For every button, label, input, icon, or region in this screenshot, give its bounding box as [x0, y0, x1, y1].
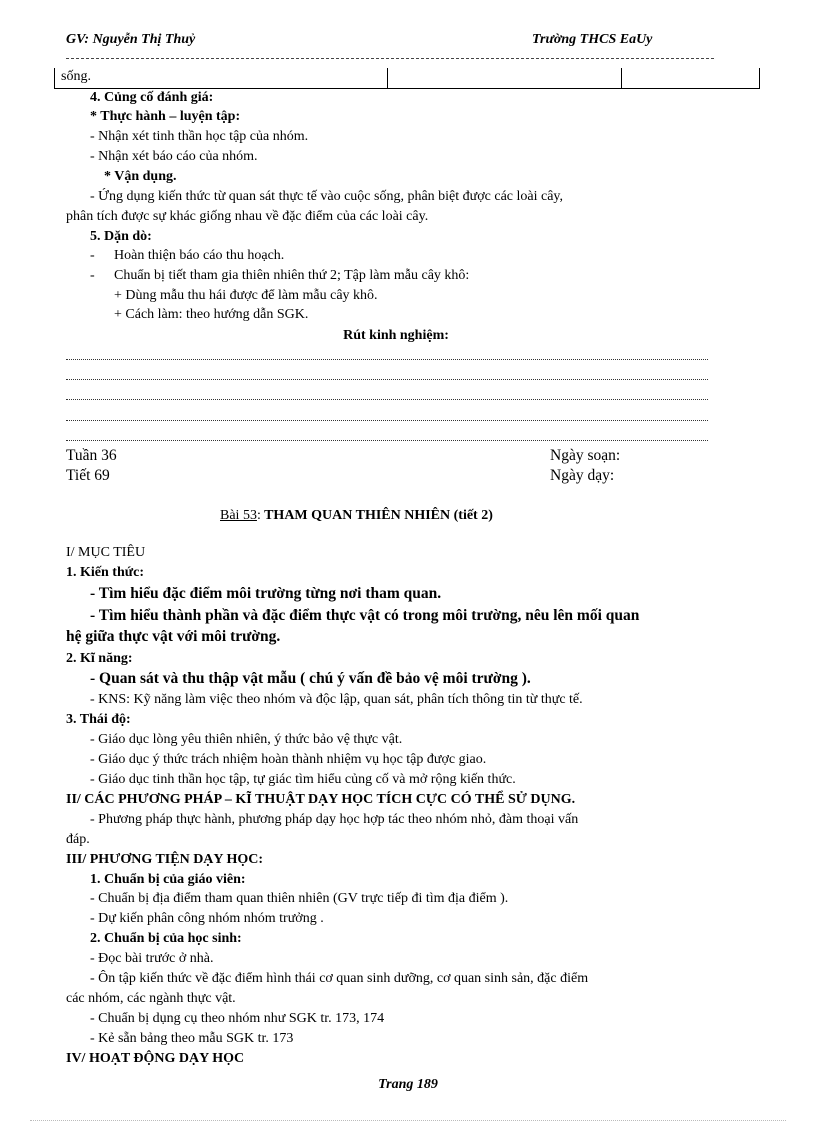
objectives-title: I/ MỤC TIÊU: [66, 545, 146, 560]
page-bottom-border: [30, 1120, 786, 1121]
notes-line-5: [66, 440, 708, 441]
teacher-name: GV: Nguyễn Thị Thuỷ: [66, 32, 196, 47]
teacher-prep-item-2: - Dự kiến phân công nhóm nhóm trưởng .: [90, 911, 324, 926]
knowledge-item-3: hệ giữa thực vật với môi trường.: [66, 628, 281, 645]
date-prepared-label: Ngày soạn:: [550, 447, 621, 464]
knowledge-item-2: - Tìm hiểu thành phần và đặc điểm thực vật có trong môi trường, nêu lên mối quan: [90, 607, 640, 624]
notes-line-2: [66, 379, 708, 380]
teacher-prep-title: 1. Chuẩn bị của giáo viên:: [90, 872, 246, 887]
student-prep-item-1: - Đọc bài trước ở nhà.: [90, 951, 214, 966]
student-prep-title: 2. Chuẩn bị của học sinh:: [90, 931, 242, 946]
attitude-title: 3. Thái độ:: [66, 712, 131, 727]
student-prep-item-2: - Ôn tập kiến thức về đặc điểm hình thái cơ quan sinh dưỡng, cơ quan sinh sản, đặc điểm: [90, 971, 589, 986]
table-row-fragment: [54, 68, 760, 89]
activities-title: IV/ HOẠT ĐỘNG DẠY HỌC: [66, 1051, 245, 1066]
methods-line-1: - Phương pháp thực hành, phương pháp dạy học hợp tác theo nhóm nhỏ, đàm thoại vấn: [90, 812, 579, 827]
student-prep-item-4: - Chuẩn bị dụng cụ theo nhóm như SGK tr. 173, 174: [90, 1011, 385, 1026]
homework-item-1: Hoàn thiện báo cáo thu hoạch.: [114, 248, 285, 263]
apply-line-1: - Ứng dụng kiến thức từ quan sát thực tế vào cuộc sống, phân biệt được các loài cây,: [90, 189, 564, 204]
period-label: Tiết 69: [66, 467, 110, 484]
student-prep-item-5: - Kẻ sẵn bảng theo mẫu SGK tr. 173: [90, 1031, 294, 1046]
experience-title: Rút kinh nghiệm:: [343, 328, 449, 343]
table-cell-2: [387, 68, 622, 88]
skills-item-1: - Quan sát và thu thập vật mẫu ( chú ý vấn đề bảo vệ môi trường ).: [90, 670, 531, 687]
practice-title: * Thực hành – luyện tập:: [90, 109, 241, 124]
knowledge-item-1: - Tìm hiểu đặc điểm môi trường từng nơi tham quan.: [90, 585, 442, 602]
apply-line-2: phân tích được sự khác giống nhau về đặc điểm của các loài cây.: [66, 209, 429, 224]
skills-title: 2. Kĩ năng:: [66, 651, 133, 666]
table-cell-1-text: sống.: [61, 69, 91, 84]
lesson-label: Bài 53: [220, 508, 257, 523]
means-title: III/ PHƯƠNG TIỆN DẠY HỌC:: [66, 852, 264, 867]
methods-title: II/ CÁC PHƯƠNG PHÁP – KĨ THUẬT DẠY HỌC TÍCH CỰC CÓ THỂ SỬ DỤNG.: [66, 792, 576, 807]
lesson-colon: :: [256, 508, 261, 523]
skills-item-2: - KNS: Kỹ năng làm việc theo nhóm và độc lập, quan sát, phân tích thông tin từ thực tế.: [90, 692, 583, 707]
attitude-item-1: - Giáo dục lòng yêu thiên nhiên, ý thức bảo vệ thực vật.: [90, 732, 403, 747]
date-taught-label: Ngày dạy:: [550, 467, 615, 484]
homework-sub-2: + Cách làm: theo hướng dẫn SGK.: [114, 307, 309, 322]
student-prep-item-3: các nhóm, các ngành thực vật.: [66, 991, 236, 1006]
attitude-item-3: - Giáo dục tinh thần học tập, tự giác tìm hiểu củng cố và mở rộng kiến thức.: [90, 772, 516, 787]
table-cell-1: [55, 68, 386, 88]
knowledge-title: 1. Kiến thức:: [66, 565, 145, 580]
homework-dash-2: -: [90, 268, 95, 283]
lesson-title: [220, 507, 493, 525]
section-5-title: 5. Dặn dò:: [90, 229, 152, 244]
methods-line-2: đáp.: [66, 832, 90, 847]
apply-title: * Vận dụng.: [104, 169, 177, 184]
week-label: Tuần 36: [66, 447, 117, 464]
page-number: Trang 189: [378, 1077, 438, 1092]
homework-dash-1: -: [90, 248, 95, 263]
section-4-title: 4. Củng cố đánh giá:: [90, 90, 214, 105]
notes-line-3: [66, 399, 708, 400]
practice-item-1: - Nhận xét tinh thần học tập của nhóm.: [90, 129, 309, 144]
homework-item-2: Chuẩn bị tiết tham gia thiên nhiên thứ 2; Tập làm mẫu cây khô:: [114, 268, 470, 283]
homework-sub-1: + Dùng mẫu thu hái được để làm mẫu cây khô.: [114, 288, 378, 303]
lesson-name: THAM QUAN THIÊN NHIÊN (tiết 2): [260, 508, 493, 523]
school-name: Trường THCS EaUy: [532, 32, 653, 47]
teacher-prep-item-1: - Chuẩn bị địa điểm tham quan thiên nhiên (GV trực tiếp đi tìm địa điểm ).: [90, 891, 509, 906]
header-divider: [66, 58, 714, 59]
table-cell-3: [621, 68, 758, 88]
notes-line-4: [66, 420, 708, 421]
attitude-item-2: - Giáo dục ý thức trách nhiệm hoàn thành nhiệm vụ học tập được giao.: [90, 752, 487, 767]
practice-item-2: - Nhận xét báo cáo của nhóm.: [90, 149, 258, 164]
notes-line-1: [66, 359, 708, 360]
